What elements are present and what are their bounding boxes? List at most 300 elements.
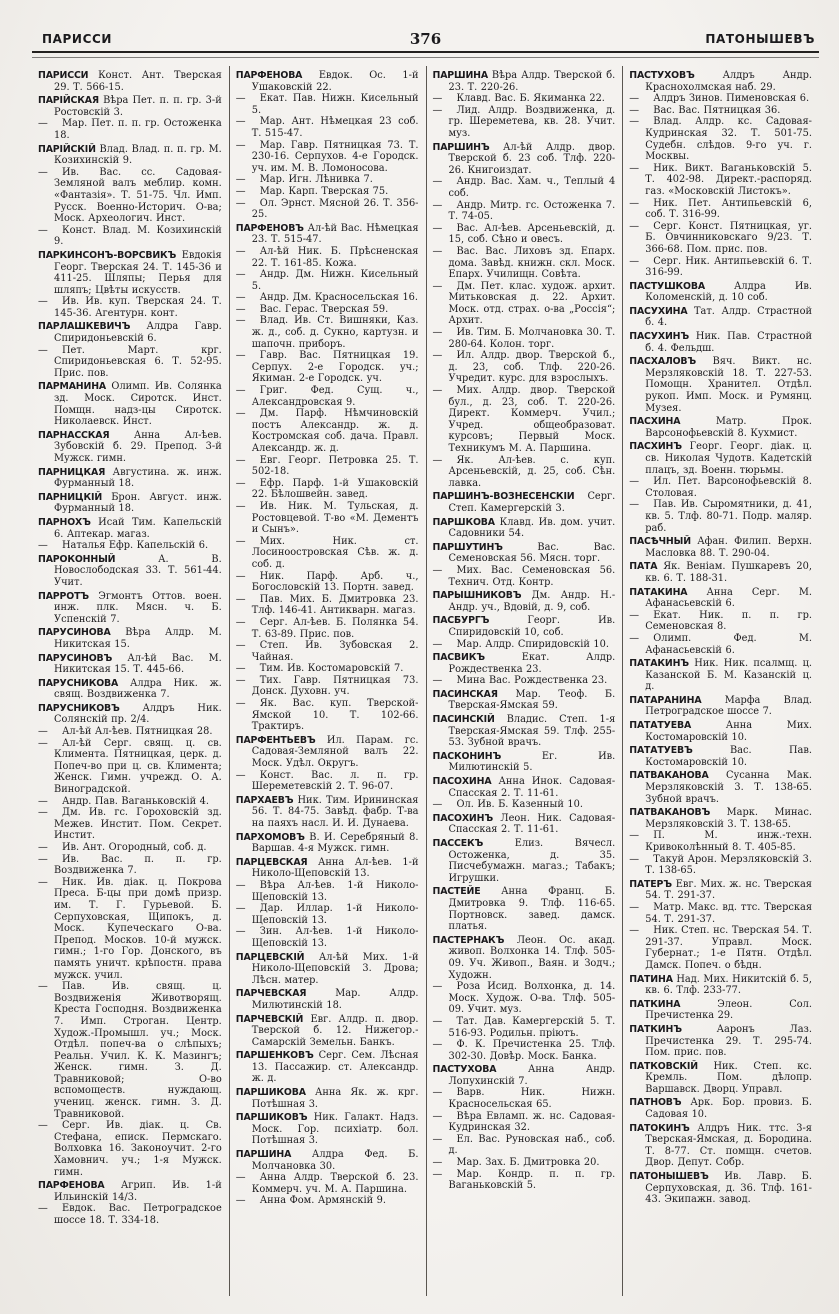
directory-entry: — Ник. Ив. діак. ц. Покрова Преса. Б-цы при домѣ призр. им. Т. Г. Гурьевой. Б. Серпуховская, Щипокъ, д. Моск. Купеческаго О-ва. Препод. Москов. 10-й мужск. гимн.; 1-го Гор. Донского, въ память уничт. крѣпостн. права мужск. учил.	[38, 876, 222, 981]
ditto-dash: —	[235, 769, 246, 781]
directory-entry: ПАССЕКЪ Елиз. Вячесл. Остоженка, д. 35. Писчебумажн. магаз.; Табакъ; Игрушки.	[432, 838, 616, 884]
ditto-dash: —	[235, 535, 246, 547]
ditto-dash: —	[235, 197, 246, 209]
directory-entry: — Вѣра Евламп. ж. нс. Садовая-Кудринская 32.	[432, 1110, 616, 1134]
directory-entry: ПАРИССИ Конст. Ант. Тверская 29. Т. 566-15.	[38, 70, 222, 93]
directory-entry: ПАСТУХОВА Анна Андр. Лопухинскій 7.	[432, 1064, 616, 1087]
ditto-dash: —	[629, 93, 640, 105]
directory-entry: ПАРШИКОВА Анна Як. ж. крг. Потѣшная 3.	[235, 1087, 419, 1110]
ditto-dash: —	[235, 245, 246, 257]
entry-surname: ПАРФЕНОВА	[235, 70, 319, 81]
directory-column-3	[426, 66, 623, 1296]
directory-entry: — Конст. Вас. л. п. гр. Шереметевскій 2. Т. 96-07.	[235, 769, 419, 793]
directory-entry: — Степ. Ив. Зубовская 2. Чайная.	[235, 640, 419, 663]
ditto-dash: —	[629, 925, 640, 937]
directory-entry: — Ив. Ант. Огородный, соб. д.	[38, 842, 207, 853]
ditto-dash: —	[432, 1133, 443, 1145]
directory-entry: — Серг. Ник. Антипьевскій 6. Т. 316-99.	[629, 255, 812, 279]
entry-surname: ПАРЦЕВСКІЙ	[235, 951, 319, 963]
directory-entry: — Як. Вас. куп. Тверской-Ямской 10. Т. 102-66. Трактиръ.	[235, 698, 419, 733]
ditto-dash: —	[432, 675, 443, 687]
directory-entry: — Конст. Влад. М. Козихинскій 9.	[38, 224, 222, 248]
entry-surname: ПАРНИЦКІЙ	[38, 491, 112, 503]
entry-surname: ПАРОКОННЫЙ	[38, 553, 159, 565]
directory-entry: — Вас. Вас. Пятницкая 36.	[629, 104, 781, 116]
ditto-dash: —	[38, 853, 48, 865]
directory-entry: — Тим. Ив. Костомаровскій 7.	[235, 663, 404, 675]
directory-column-4	[622, 66, 819, 1296]
directory-entry: — Зин. Ал-ѣев. 1-й Николо-Щеповскій 13.	[235, 926, 419, 949]
directory-entry: ПАТАТУЕВЪ Вас. Пав. Костомаровскій 10.	[629, 745, 812, 768]
directory-entry: ПАТЕРЪ Евг. Мих. ж. нс. Тверская 54. Т. 291-37.	[629, 878, 812, 902]
directory-entry: — Пав. Ив. Сыромятники, д. 41, кв. 5. Тлф. 80-71. Подр. маляр. раб.	[629, 499, 812, 534]
ditto-dash: —	[629, 162, 640, 174]
ditto-dash: —	[38, 224, 48, 236]
ditto-dash: —	[235, 570, 246, 582]
directory-entry: — Анна Алдр. Тверской б. 23. Коммерч. уч. М. А. Паршина.	[235, 1172, 419, 1195]
directory-entry: — Вѣра Ал-ѣев. 1-й Николо-Щеповскій 13.	[235, 879, 419, 903]
ditto-dash: —	[235, 500, 246, 512]
directory-entry: — Пав. Мих. Б. Дмитровка 23. Тлф. 146-41. Антикварн. магаз.	[235, 593, 419, 617]
ditto-dash: —	[235, 139, 246, 151]
entry-surname: ПАРШИНА	[235, 1149, 312, 1161]
directory-entry: — Ал-ѣй Ник. Б. Прѣсненская 22. Т. 161-85. Кожа.	[235, 245, 419, 269]
header-rule	[32, 51, 819, 58]
directory-entry: — Такуй Арон. Мерзляковскій 3. Т. 138-65.	[629, 853, 812, 877]
directory-entry: ПАРХАЕВЪ Ник. Тим. Ирининская 56. Т. 84-75. Завѣд. фабр. Т-ва на паяхъ насл. И. И. Дунаева.	[235, 794, 419, 829]
directory-entry: — Дар. Иллар. 1-й Николо-Щеповскій 13.	[235, 903, 419, 926]
directory-entry: ПАРІЙСКІЙ Влад. Влад. п. п. гр. М. Козихинскій 9.	[38, 143, 222, 167]
entry-surname: ПАРІЙСКАЯ	[38, 95, 104, 107]
entry-surname: ПАРХАЕВЪ	[235, 794, 298, 806]
directory-entry: — Олимп. Фед. М. Афанасьевскій 6.	[629, 632, 812, 656]
directory-entry: — Ол. Ив. Б. Казенный 10.	[432, 799, 583, 811]
directory-entry: — Андр. Дм. Красносельская 16.	[235, 292, 419, 304]
ditto-dash: —	[432, 1168, 443, 1180]
directory-entry: ПАСБУРГЪ Георг. Ив. Спиридовскій 10, соб.	[432, 615, 616, 638]
entry-surname: ПАСВИКЪ	[432, 652, 522, 664]
directory-entry: ПАРШИНА Алдра Фед. Б. Молчановка 30.	[235, 1149, 419, 1172]
entry-surname: ПАСБУРГЪ	[432, 615, 528, 627]
directory-entry: — Ил. Пет. Варсонофьевскій 8. Столовая.	[629, 476, 812, 499]
entry-surname: ПАСХИНЪ	[629, 441, 690, 453]
entry-surname: ПАРШИНЪ	[432, 141, 503, 153]
entry-surname: ПАСТЕЙЕ	[432, 886, 502, 898]
directory-entry: ПАРХОМОВЪ В. И. Серебряный 8. Варшав. 4-я Мужск. гимн.	[235, 831, 419, 855]
ditto-dash: —	[629, 499, 640, 511]
directory-entry: ПАСХАЛОВЪ Вяч. Викт. нс. Мерзляковскій 18. Т. 227-53. Помощн. Хранител. Отдѣл. рукоп. Имп. Моск. и Румянц. Музея.	[629, 356, 812, 414]
directory-entry: — Варв. Ник. Нижн. Красносельская 65.	[432, 1087, 616, 1111]
directory-entry: ПАРЦЕВСКІЙ Ал-ѣй Мих. 1-й Николо-Щеповскій 3. Дрова; Лѣсн. матер.	[235, 951, 419, 986]
entry-surname: ПАРЛАШКЕВИЧЪ	[38, 321, 147, 333]
directory-entry: — Пав. Ив. свящ. ц. Воздвиженія Животворящ. Креста Господня. Воздвиженка 7. Имп. Строган. Центр. Худож.-Промышл. уч.; Моск. Отдѣл. попеч-ва о слѣпыхъ; Реальн. Учил. К. К. Мазингъ; Женск. гимн. З. Д. Травниковой; О-во вспомоществ. нуждающ. учениц. женск. гимн. З. Д. Травниковой.	[38, 981, 222, 1120]
entry-surname: ПАСИНСКІЙ	[432, 714, 507, 726]
directory-entry: ПАСТЕРНАКЪ Леон. Ос. акад. живоп. Волхонка 14. Тлф. 505-09. Уч. Живоп., Ваян. и Зодч.; Художн.	[432, 934, 616, 981]
directory-entry: — Мар. Гавр. Пятницкая 73. Т. 230-16. Серпухов. 4-е Городск. уч. им. М. В. Ломоносова.	[235, 139, 419, 174]
ditto-dash: —	[235, 408, 246, 420]
entry-surname: ПАРРОТЪ	[38, 590, 99, 602]
ditto-dash: —	[432, 564, 443, 576]
ditto-dash: —	[38, 981, 48, 993]
entry-surname: ПАРІЙСКІЙ	[38, 143, 100, 155]
directory-entry: — Мар. Кондр. п. п. гр. Ваганьковскій 5.	[432, 1168, 616, 1192]
directory-entry: — Алдръ Зинов. Пименовская 6.	[629, 93, 810, 105]
ditto-dash: —	[38, 1203, 48, 1215]
entry-surname: ПАТОКИНЪ	[629, 1122, 698, 1134]
entry-surname: ПАРФЕНОВЪ	[235, 222, 308, 234]
directory-entry: ПАТА Як. Веніам. Пушкаревъ 20, кв. 6. Т. 188-31.	[629, 561, 812, 584]
directory-entry: ПАРУСИНОВЪ Ал-ѣй Вас. М. Никитская 15. Т. 445-66.	[38, 652, 222, 676]
directory-entry: ПАРЧЕВСКІЙ Евг. Алдр. п. двор. Тверской б. 12. Нижегор.-Самарскій Земельн. Банкъ.	[235, 1013, 419, 1048]
ditto-dash: —	[235, 1195, 246, 1207]
directory-entry: ПАТАКИНЪ Ник. Ник. псалмщ. ц. Казанской Б. М. Казанскій ц. д.	[629, 658, 812, 693]
directory-entry: ПАРНИЦКІЙ Брон. Август. инж. Фурманный 18.	[38, 491, 222, 515]
ditto-dash: —	[432, 222, 443, 234]
directory-entry: ПАРФЕНОВА Агрип. Ив. 1-й Ильинскій 14/3.	[38, 1180, 222, 1203]
directory-entry: — Ник. Пет. Антипьевскій 6, соб. Т. 316-99.	[629, 197, 812, 221]
ditto-dash: —	[235, 674, 246, 686]
directory-entry: ПАСОХИНЪ Леон. Ник. Садовая-Спасская 2. Т. 11-61.	[432, 812, 616, 836]
entry-surname: ПАСХАЛОВЪ	[629, 356, 713, 368]
entry-surname: ПАТНОВЪ	[629, 1097, 691, 1109]
ditto-dash: —	[629, 220, 640, 232]
directory-entry: ПАРНИЦКАЯ Августина. ж. инж. Фурманный 18.	[38, 466, 222, 490]
directory-entry: ПАСТУХОВЪ Алдръ Андр. Краснохолмская наб. 29.	[629, 70, 813, 93]
directory-entry: ПАСУХИНА Тат. Алдр. Страстной б. 4.	[629, 305, 813, 329]
directory-entry: — Серг. Конст. Пятницкая, уг. Б. Овчинниковскаго 9/23. Т. 366-68. Пом. прис. пов.	[629, 220, 812, 255]
directory-column-2	[229, 66, 426, 1296]
entry-surname: ПАСТЕРНАКЪ	[432, 934, 517, 946]
page-number: 376	[409, 30, 442, 48]
directory-entry: — Ил. Алдр. двор. Тверской б., д. 23, соб. Тлф. 220-26. Учредит. курс. для взрослыхъ.	[432, 350, 616, 385]
directory-entry: ПАРНОХЪ Исай Тим. Капельскій 6. Аптекар. магаз.	[38, 516, 222, 540]
directory-column-1	[32, 66, 229, 1296]
directory-entry: — Ив. Ив. куп. Тверская 24. Т. 145-36. Агентурн. конт.	[38, 296, 222, 319]
entry-surname: ПАРУСНИКОВА	[38, 677, 130, 689]
ditto-dash: —	[235, 292, 246, 304]
directory-entry: ПАРФЕНОВА Евдок. Ос. 1-й Ушаковскій 22.	[235, 70, 419, 93]
ditto-dash: —	[38, 842, 48, 853]
directory-entry: ПАСУХИНЪ Ник. Пав. Страстной б. 4. Фельдш.	[629, 331, 812, 354]
directory-entry: — Ник. Викт. Ваганьковскій 5. Т. 402-98. Директ.-распоряд. газ. «Московскій Листокъ».	[629, 162, 812, 197]
entry-surname: ПАРШЕНКОВЪ	[235, 1050, 319, 1062]
directory-entry: — Дм. Парф. Нѣмчиновскій постъ Александр. ж. д. Костромская соб. дача. Правл. Александр. ж. д.	[235, 408, 419, 454]
ditto-dash: —	[432, 1110, 443, 1122]
ditto-dash: —	[235, 385, 246, 397]
directory-entry: — Дм. Пет. клас. худож. архит. Митьковская д. 22. Архит. Моск. отд. страх. о-ва „Россія“; Архит.	[432, 280, 616, 327]
ditto-dash: —	[432, 981, 443, 993]
ditto-dash: —	[235, 616, 246, 628]
directory-entry: — Мар. Игн. Лѣнивка 7.	[235, 174, 373, 186]
directory-entry: — Наталья Ефр. Капельскій 6.	[38, 540, 209, 552]
directory-entry: ПАТАТУЕВА Анна Мих. Костомаровскій 10.	[629, 720, 812, 743]
directory-entry: ПАРШИНЪ Ал-ѣй Алдр. двор. Тверской б. 23 соб. Тлф. 220-26. Книгоиздат.	[432, 141, 616, 176]
ditto-dash: —	[432, 1015, 443, 1027]
entry-surname: ПАССЕКЪ	[432, 838, 515, 849]
directory-entry: — Дм. Ив. гс. Гороховскій зд. Межев. Инстит. Пом. Секрет. Инстит.	[38, 807, 222, 842]
ditto-dash: —	[432, 104, 443, 116]
directory-entry: ПАРОКОННЫЙ А. В. Новослободская 33. Т. 561-44. Учит.	[38, 553, 222, 588]
directory-entry: ПАТИНА Над. Мих. Никитскій б. 5, кв. 6. Тлф. 233-77.	[629, 973, 812, 997]
directory-entry: — Мар. Карп. Тверская 75.	[235, 185, 389, 197]
ditto-dash: —	[235, 315, 246, 327]
ditto-dash: —	[38, 166, 48, 178]
ditto-dash: —	[38, 118, 48, 130]
entry-surname: ПАСХИНА	[629, 416, 716, 428]
entry-surname: ПАСОХИНА	[432, 776, 499, 788]
ditto-dash: —	[235, 663, 246, 675]
directory-entry: — Ив. Ник. М. Тульская, д. Ростовцевой. Т-во «М. Дементъ и Сынъ».	[235, 500, 419, 536]
ditto-dash: —	[38, 1120, 48, 1132]
entry-surname: ПАРШУТИНЪ	[432, 541, 538, 553]
entry-surname: ПАРЦЕВСКАЯ	[235, 856, 318, 868]
directory-entry: ПАТКИНА Элеон. Сол. Пречистенка 29.	[629, 998, 813, 1022]
entry-surname: ПАРУСНИКОВЪ	[38, 702, 143, 714]
directory-entry: ПАРФЕНТЬЕВЪ Ил. Парам. гс. Садовая-Земляной валъ 22. Моск. Удѣл. Округъ.	[235, 734, 419, 770]
entry-surname: ПАРШИНА	[432, 70, 492, 81]
directory-entry: — Лид. Алдр. Воздвиженка, д. гр. Шереметева, кв. 28. Учит. муз.	[432, 104, 616, 139]
directory-entry: — Андр. Пав. Ваганьковскій 4.	[38, 795, 209, 807]
directory-entry: — Мих. Вас. Семеновская 56. Технич. Отд. Контр.	[432, 564, 616, 588]
directory-entry: ПАРЦЕВСКАЯ Анна Ал-ѣев. 1-й Николо-Щеповскій 13.	[235, 856, 419, 880]
entry-surname: ПАСУХИНЪ	[629, 331, 696, 343]
ditto-dash: —	[38, 344, 48, 356]
header-keyword-right: ПАТОНЫШЕВЪ	[705, 32, 815, 46]
ditto-dash: —	[629, 476, 640, 488]
directory-entry: ПАСВИКЪ Екат. Алдр. Рождественка 23.	[432, 652, 616, 675]
directory-entry: ПАСТУШКОВА Алдра Ив. Коломенскій, д. 10 соб.	[629, 280, 812, 304]
directory-entry: ПАРШЕНКОВЪ Серг. Сем. Лѣсная 13. Пассажир. ст. Александр. ж. д.	[235, 1050, 419, 1085]
directory-entry: ПАРЛАШКЕВИЧЪ Алдра Гавр. Спиридоньевскій 6.	[38, 321, 222, 345]
directory-entry: — Тат. Дав. Камергерскій 5. Т. 516-93. Родильн. пріютъ.	[432, 1015, 616, 1039]
directory-entry: ПАТКОВСКІЙ Ник. Степ. кс. Кремль. Пом. дѣлопр. Варшавск. Дворц. Управл.	[629, 1060, 812, 1095]
ditto-dash: —	[235, 174, 246, 186]
directory-entry: — Анна Фом. Армянскій 9.	[235, 1195, 387, 1207]
ditto-dash: —	[629, 901, 640, 913]
directory-entry: — Клавд. Вас. Б. Якиманка 22.	[432, 93, 605, 105]
entry-surname: ПАСТУХОВЪ	[629, 70, 723, 81]
directory-entry: — Ив. Вас. сс. Садовая-Земляной валъ меблир. комн. «Фантазія». Т. 51-75. Чл. Имп. Русск. Военно-Историч. О-ва; Моск. Археологич. Инст.	[38, 166, 222, 225]
directory-entry: ПАРУСНИКОВА Алдра Ник. ж. свящ. Воздвиженка 7.	[38, 677, 222, 701]
directory-entry: ПАРШИНЪ-ВОЗНЕСЕНСКІИ Серг. Степ. Камергерскій 3.	[432, 491, 616, 514]
ditto-dash: —	[235, 903, 246, 915]
directory-entry: — Ф. К. Пречистенка 25. Тлф. 302-30. Довѣр. Моск. Банка.	[432, 1039, 616, 1062]
directory-entry: ПАРНАССКАЯ Анна Ал-ѣев. Зубовскій б. 29. Препод. 3-й Мужск. гимн.	[38, 429, 222, 464]
directory-entry: — Влад. Алдр. кс. Садовая-Кудринская 32. Т. 501-75. Судебн. слѣдов. 9-го уч. г. Москвы.	[629, 116, 812, 163]
ditto-dash: —	[235, 926, 246, 938]
ditto-dash: —	[629, 609, 640, 621]
ditto-dash: —	[235, 303, 246, 315]
entry-surname: ПАСТУШКОВА	[629, 280, 734, 292]
directory-entry: — Григ. Фед. Сущ. ч., Александровская 9.	[235, 385, 419, 408]
ditto-dash: —	[235, 350, 246, 362]
directory-entry: ПАСОХИНА Анна Инок. Садовая-Спасская 2. Т. 11-61.	[432, 776, 616, 799]
ditto-dash: —	[432, 93, 443, 105]
directory-entry: ПАСХИНА Матр. Прок. Варсонофьевскій 8. Кухмист.	[629, 416, 812, 439]
directory-entry: ПАСКОНИНЪ Ег. Ив. Милютинскій 5.	[432, 750, 616, 774]
directory-entry: — Пет. Март. крг. Спиридоньевская 6. Т. 52-95. Прис. пов.	[38, 344, 222, 379]
directory-entry: — П. М. инж.-техн. Кривоколѣнный 8. Т. 405-85.	[629, 830, 812, 853]
ditto-dash: —	[629, 830, 640, 842]
directory-entry: — Ив. Вас. п. п. гр. Воздвиженка 7.	[38, 853, 222, 877]
ditto-dash: —	[38, 737, 48, 749]
entry-surname: ПАРШИКОВЪ	[235, 1112, 314, 1124]
directory-entry: ПАРУСНИКОВЪ Алдръ Ник. Солянскій пр. 2/4.	[38, 702, 222, 726]
directory-entry: ПАТАКИНА Анна Серг. М. Афанасьевскій 6.	[629, 586, 812, 610]
ditto-dash: —	[235, 879, 246, 891]
directory-entry: — Екат. Ник. п. п. гр. Семеновская 8.	[629, 609, 812, 633]
directory-entry: ПАТВАКАНОВА Сусанна Мак. Мерзляковскій 3. Т. 138-65. Зубной врачъ.	[629, 770, 812, 805]
ditto-dash: —	[432, 176, 443, 188]
ditto-dash: —	[235, 1172, 246, 1184]
ditto-dash: —	[38, 807, 48, 819]
entry-surname: ПАРФЕНОВА	[38, 1180, 121, 1192]
entry-surname: ПАСТУХОВА	[432, 1064, 528, 1076]
directory-entry: — Ник. Парф. Арб. ч., Богословскій 13. Портн. завед.	[235, 570, 419, 594]
directory-entry: — Андр. Вас. Хам. ч., Теплый 4 соб.	[432, 176, 616, 199]
entry-surname: ПАРНИЦКАЯ	[38, 466, 113, 478]
entry-surname: ПАТАКИНА	[629, 586, 707, 598]
directory-entry: ПАТОНЫШЕВЪ Ив. Лавр. Б. Серпуховская, д. 36. Тлф. 161-43. Экипажн. завод.	[629, 1171, 812, 1206]
entry-surname: ПАРУСИНОВЪ	[38, 652, 128, 664]
directory-entry: ПАРРОТЪ Эгмонтъ Оттов. воен. инж. плк. Мясн. ч. Б. Успенскій 7.	[38, 590, 222, 625]
ditto-dash: —	[235, 269, 246, 281]
ditto-dash: —	[235, 454, 246, 466]
directory-entry: — Екат. Пав. Нижн. Кисельный 5.	[235, 93, 419, 116]
directory-entry: — Мар. Пет. п. п. гр. Остоженка 18.	[38, 118, 222, 141]
entry-surname: ПАСИНСКАЯ	[432, 688, 516, 700]
ditto-dash: —	[235, 93, 246, 105]
entry-surname: ПАРШКОВА	[432, 516, 500, 528]
directory-entry: — Ефр. Парф. 1-й Ушаковскій 22. Бѣлошвейн. завед.	[235, 477, 419, 501]
ditto-dash: —	[432, 280, 443, 292]
directory-entry: — Вас. Ал-ѣев. Арсеньевскій, д. 15, соб. Сѣно и овесъ.	[432, 222, 616, 246]
ditto-dash: —	[38, 876, 48, 888]
entry-surname: ПАСУХИНА	[629, 305, 695, 317]
ditto-dash: —	[432, 199, 443, 211]
directory-entry: ПАСИНСКІЙ Владис. Степ. 1-я Тверская-Ямская 59. Тлф. 255-53. Зубной врачъ.	[432, 714, 616, 749]
entry-surname: ПАРУСИНОВА	[38, 627, 126, 639]
ditto-dash: —	[432, 1087, 443, 1099]
entry-surname: ПАРИССИ	[38, 70, 99, 81]
directory-entry: — Евг. Георг. Петровка 25. Т. 502-18.	[235, 454, 419, 478]
directory-entry: — Тих. Гавр. Пятницкая 73. Донск. Духовн. уч.	[235, 674, 419, 698]
directory-entry: ПАРЧЕВСКАЯ Мар. Алдр. Милютинскій 18.	[235, 988, 419, 1011]
directory-entry: ПАРКИНСОНЪ-ВОРСВИКЪ Евдокія Георг. Тверская 24. Т. 145-36 и 411-25. Шляпы; Перья для шляпъ; Цвѣты искусств.	[38, 249, 222, 296]
ditto-dash: —	[432, 327, 443, 339]
directory-entry: — Евдок. Вас. Петроградское шоссе 18. Т. 334-18.	[38, 1203, 222, 1226]
ditto-dash: —	[38, 795, 48, 807]
entry-surname: ПАСКОНИНЪ	[432, 750, 542, 762]
ditto-dash: —	[629, 255, 640, 267]
ditto-dash: —	[629, 116, 640, 128]
ditto-dash: —	[629, 632, 640, 644]
entry-surname: ПАТАКИНЪ	[629, 658, 695, 670]
directory-entry: ПАТВАКАНОВЪ Марк. Минас. Мерзляковскій 3. Т. 138-65.	[629, 807, 812, 830]
entry-surname: ПАТКОВСКІЙ	[629, 1060, 714, 1072]
directory-entry: — Ал-ѣй Ал-ѣев. Пятницкая 28.	[38, 726, 213, 738]
directory-entry: ПАСХИНЪ Георг. Георг. діак. ц. св. Николая Чудотв. Кадетскій плацъ, зд. Военн. тюрьмы.	[629, 441, 812, 476]
directory-entry: — Ал-ѣй Серг. свящ. ц. св. Климента. Пятницкая, церк. д. Попеч-во при ц. св. Климента; Женск. Гимн. учрежд. О. А. Виноградской.	[38, 737, 222, 796]
directory-entry: — Ив. Тим. Б. Молчановка 30. Т. 280-64. Колон. торг.	[432, 327, 616, 350]
directory-entry: ПАРШИНА Вѣра Алдр. Тверской б. 23. Т. 220-26.	[432, 70, 616, 93]
directory-entry: — Ник. Степ. нс. Тверская 54. Т. 291-37. Управл. Моск. Губернат.; 1-е Пятн. Отдѣл. Дамск. Попеч. о бѣдн.	[629, 925, 812, 971]
directory-entry: — Андр. Митр. гс. Остоженка 7. Т. 74-05.	[432, 199, 616, 223]
ditto-dash: —	[432, 350, 443, 362]
entry-surname: ПАСОХИНЪ	[432, 812, 501, 824]
entry-surname: ПАРЫШНИКОВЪ	[432, 590, 532, 602]
directory-entry: ПАРФЕНОВЪ Ал-ѣй Вас. Нѣмецкая 23. Т. 515-47.	[235, 222, 419, 246]
entry-surname: ПАТОНЫШЕВЪ	[629, 1171, 725, 1183]
directory-entry: ПАРШИКОВЪ Ник. Галакт. Надз. Моск. Гор. психіатр. бол. Потѣшная 3.	[235, 1112, 419, 1147]
entry-surname: ПАРШИНЪ-ВОЗНЕСЕНСКІИ	[432, 491, 588, 503]
entry-surname: ПАТВАКАНОВА	[629, 770, 727, 782]
entry-surname: ПАТАРАНИНА	[629, 694, 725, 706]
directory-entry: ПАТНОВЪ Арк. Бор. провиз. Б. Садовая 10.	[629, 1097, 812, 1121]
directory-entry: — Серг. Ив. діак. ц. Св. Стефана, еписк. Пермскаго. Волховка 16. Законоучит. 2-го Хамовнич. уч.; 1-я Мужск. гимн.	[38, 1120, 222, 1178]
ditto-dash: —	[235, 185, 246, 197]
directory-entry: — Гавр. Вас. Пятницкая 19. Серпух. 2-е Городск. уч.; Якиман. 2-е Городск. уч.	[235, 350, 419, 385]
directory-entry: — Серг. Ал-ѣев. Б. Полянка 54. Т. 63-89. Прис. пов.	[235, 616, 419, 640]
ditto-dash: —	[235, 593, 246, 605]
ditto-dash: —	[38, 726, 48, 738]
directory-entry: ПАРШУТИНЪ Вас. Вас. Семеновская 56. Мясн. торг.	[432, 541, 616, 565]
ditto-dash: —	[629, 104, 640, 116]
ditto-dash: —	[235, 477, 246, 489]
entry-surname: ПАТАТУЕВА	[629, 720, 726, 732]
directory-entry: — Мар. Алдр. Спиридовскій 10.	[432, 638, 610, 650]
entry-surname: ПАРНОХЪ	[38, 516, 99, 528]
entry-surname: ПАТИНА	[629, 973, 677, 985]
ditto-dash: —	[432, 1039, 443, 1051]
ditto-dash: —	[432, 385, 443, 397]
ditto-dash: —	[235, 116, 246, 128]
entry-surname: ПАТКИНЪ	[629, 1023, 717, 1035]
directory-entry: — Вас. Герас. Тверская 59.	[235, 303, 389, 315]
directory-entry: — Мар. Ант. Нѣмецкая 23 соб. Т. 515-47.	[235, 116, 419, 139]
entry-surname: ПАТКИНА	[629, 998, 718, 1010]
directory-entry: ПАРУСИНОВА Вѣра Алдр. М. Никитская 15.	[38, 627, 222, 650]
directory-entry: — Андр. Дм. Нижн. Кисельный 5.	[235, 269, 419, 292]
directory-entry: — Мина Вас. Рождественка 23.	[432, 675, 608, 687]
entry-surname: ПАСѢЧНЫЙ	[629, 536, 698, 548]
ditto-dash: —	[629, 197, 640, 209]
entry-surname: ПАРМАНИНА	[38, 381, 112, 393]
entry-surname: ПАТЕРЪ	[629, 878, 676, 890]
directory-entry: ПАРІЙСКАЯ Вѣра Пет. п. п. гр. 3-й Ростовскій 3.	[38, 95, 222, 118]
directory-entry: — Мар. Зах. Б. Дмитровка 20.	[432, 1157, 600, 1169]
directory-entry: ПАТОКИНЪ Алдръ Ник. ттс. 3-я Тверская-Ямская, д. Бородина. Т. 8-77. Ст. помщн. счетов. Двор. Депут. Собр.	[629, 1122, 812, 1169]
directory-entry: ПАСИНСКАЯ Мар. Теоф. Б. Тверская-Ямская 59.	[432, 688, 616, 712]
directory-entry: ПАТАРАНИНА Марфа Влад. Петроградское шоссе 7.	[629, 694, 813, 718]
ditto-dash: —	[432, 1157, 443, 1169]
directory-entry: — Мих. Ник. ст. Лосиноостровская Сѣв. ж. д. соб. д.	[235, 535, 419, 570]
ditto-dash: —	[235, 640, 246, 652]
directory-entry: — Влад. Ив. Ст. Вишняки, Каз. ж. д., соб. д. Сукно, картузн. и шапочн. приборъ.	[235, 315, 419, 350]
ditto-dash: —	[38, 540, 48, 552]
entry-surname: ПАТА	[629, 561, 664, 573]
directory-columns	[32, 66, 819, 1296]
directory-entry: ПАСѢЧНЫЙ Афан. Филип. Верхн. Масловка 88. Т. 290-04.	[629, 536, 812, 559]
page-header	[32, 26, 819, 48]
ditto-dash: —	[432, 454, 443, 466]
ditto-dash: —	[38, 296, 48, 308]
directory-entry: — Роза Исид. Волхонка, д. 14. Моск. Худож. О-ва. Тлф. 505-09. Учит. муз.	[432, 981, 616, 1016]
ditto-dash: —	[629, 853, 640, 865]
entry-surname: ПАРЧЕВСКАЯ	[235, 988, 336, 1000]
entry-surname: ПАТВАКАНОВЪ	[629, 807, 727, 819]
entry-surname: ПАРЧЕВСКІЙ	[235, 1013, 311, 1025]
